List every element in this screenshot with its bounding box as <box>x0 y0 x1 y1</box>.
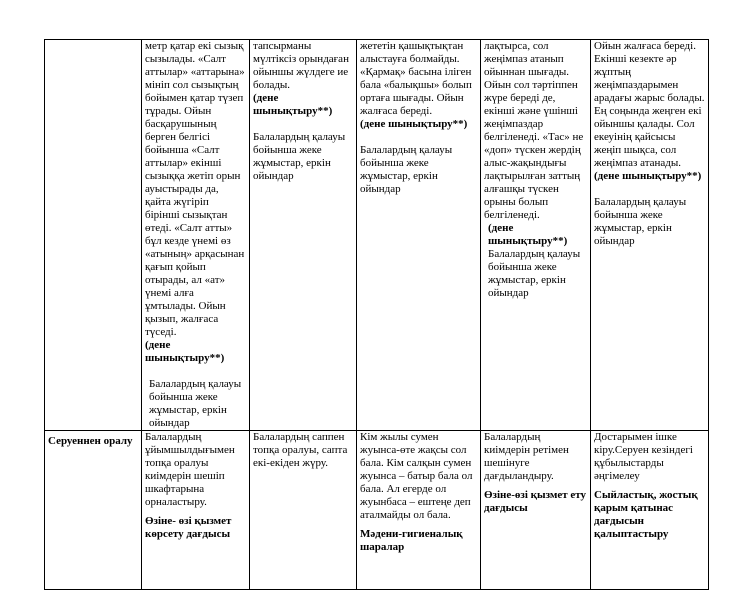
activity-tag: (дене шынықтыру**) <box>360 118 468 130</box>
table-row <box>45 40 709 431</box>
activity-tag: Өзіне- өзі қызмет көрсету дағдысы <box>145 515 232 540</box>
activity-text: Кім жылы сумен жуынса-өте жақсы сол бала. Кім салқын сумен жуынса – батыр бала ол бала. Ал егерде ол жуынбаса – ештеңе деп аталмайды ол бала. <box>360 431 473 521</box>
activity-cell <box>357 40 481 431</box>
activity-tag: (дене шынықтыру**) <box>253 92 333 117</box>
activity-cell <box>481 431 591 590</box>
section-title: Серуеннен оралу <box>45 431 142 590</box>
activity-cell <box>142 40 250 431</box>
activity-text: Балалардың саппен топқа оралуы, сапта екі-екіден жүру. <box>253 431 348 469</box>
activity-note: Балалардың қалауы бойынша жеке жұмыстар, еркін ойындар <box>360 144 453 195</box>
activity-cell <box>591 40 709 431</box>
activity-tag: (дене шынықтыру**) <box>488 222 568 247</box>
activity-tag: Мәдени-гигиеналық шаралар <box>360 528 463 553</box>
activity-tag: (дене шынықтыру**) <box>145 339 225 364</box>
activity-text: Балалардың киімдерін ретімен шешінуге дағдыландыру. <box>484 431 569 482</box>
activity-tag: Өзіне-өзі қызмет ету дағдысы <box>484 489 587 514</box>
schedule-table <box>44 39 709 590</box>
activity-cell <box>357 431 481 590</box>
activity-cell <box>250 431 357 590</box>
section-cell <box>45 40 142 431</box>
activity-text: Ойын жалғаса береді. Екінші кезекте әр жұптың жеңімпаздарымен арадағы жарыс болады. Ең соңында жеңген екі ойыншы қалады. Сол екеуінің қайсысы жеңіп шықса, сол жеңімпаз атанады. <box>594 40 705 169</box>
activity-tag: (дене шынықтыру**) <box>594 170 702 182</box>
activity-tag: Сыйластық, жостық қарым қатынас дағдысын қалыптастыру <box>594 489 698 540</box>
activity-cell <box>591 431 709 590</box>
activity-note: Балалардың қалауы бойынша жеке жұмыстар, еркін ойындар <box>488 248 581 299</box>
activity-text: тапсырманы мүлтіксіз орындаған ойыншы жүлдеге ие болады. <box>253 40 349 91</box>
activity-note: Балалардың қалауы бойынша жеке жұмыстар, еркін ойындар <box>594 196 687 247</box>
activity-text: Достарымен ішке кіру.Серуен кезіндегі құбылыстарды әңгімелеу <box>594 431 693 482</box>
activity-text: метр қатар екі сызық сызылады. «Салт аттылар» «аттарына» мініп сол сызықтың бойымен қатар түзеп тұрады. Ойын басқарушының берген белгісі бойынша «Салт аттылар» екінші сызыққа жетіп орын ауыстырады да, қайта жүгіріп бірінші сызықтан өтеді. «Салт атты» бұл кезде үнемі өз «атының» арқасынан қағып қойып отырады, ал «ат» үнемі алға ұмтылады. Ойын қызып, жалғаса түседі. <box>145 40 245 338</box>
activity-text: жететін қашықтықтан алыстауға болмайды. «Қармақ» басына іліген бала «балықшы» болып ортаға шығады. Ойын жалғаса береді. <box>360 40 472 117</box>
activity-cell <box>481 40 591 431</box>
activity-text: лақтырса, сол жеңімпаз атанып ойыннан шығады. Ойын сол тәртіппен жүре береді де, екінші және үшінші жеңімпаздар белгіленеді. «Тас» не «доп» түскен жердің алыс-жақындығы лақтырылған заттың алғашқы түскен орыны болып белгіленеді. <box>484 40 584 221</box>
activity-note: Балалардың қалауы бойынша жеке жұмыстар, еркін ойындар <box>253 131 346 182</box>
activity-cell <box>142 431 250 590</box>
activity-cell <box>250 40 357 431</box>
activity-text: Балалардың ұйымшылдығымен топқа оралуы киімдерін шешіп шкафтарына орналастыру. <box>145 431 235 508</box>
table-row <box>45 431 709 590</box>
activity-note: Балалардың қалауы бойынша жеке жұмыстар, еркін ойындар <box>149 378 242 429</box>
